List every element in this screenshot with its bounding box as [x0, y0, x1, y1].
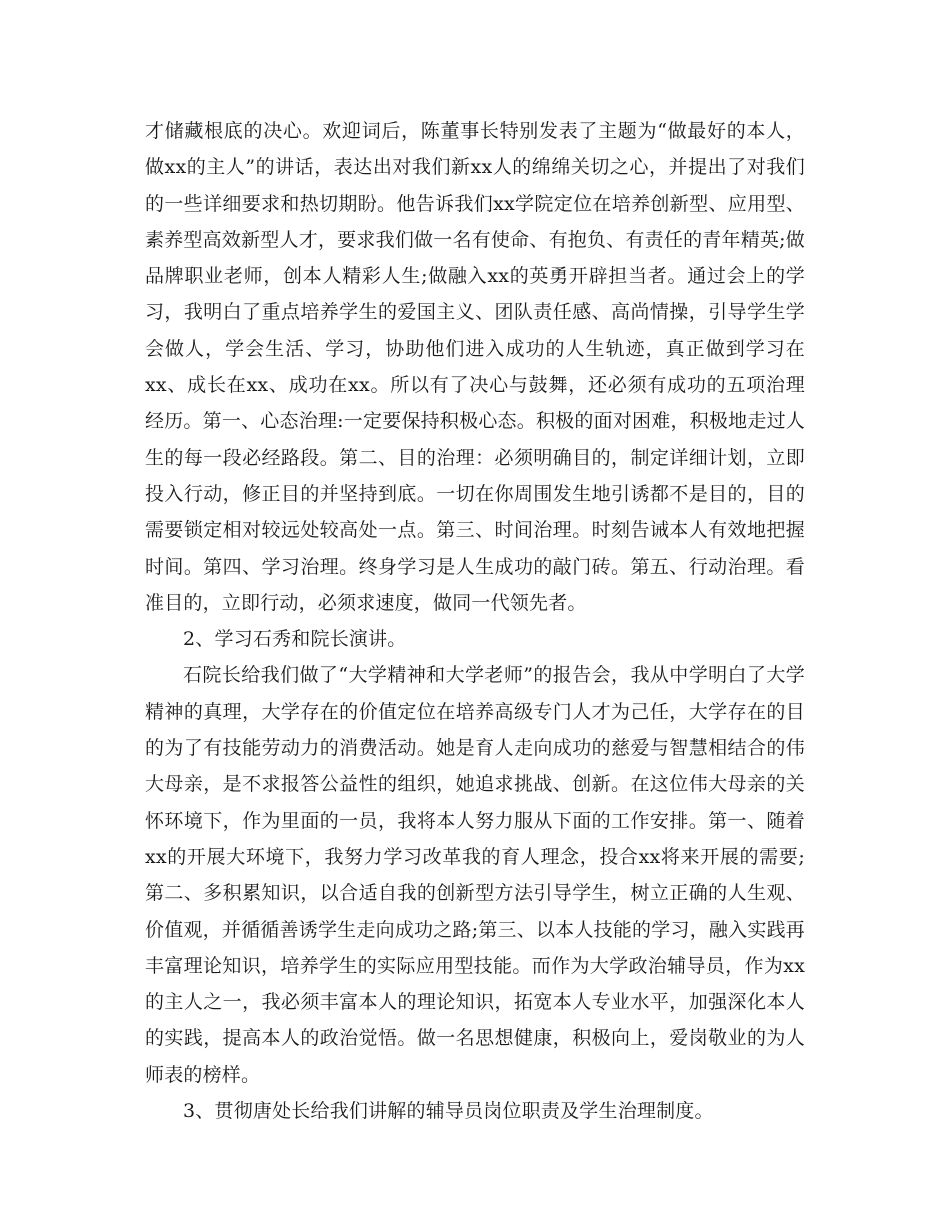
section-heading-3: 3、贯彻唐处长给我们讲解的辅导员岗位职责及学生治理制度。 [183, 1100, 714, 1123]
section-heading-2: 2、学习石秀和院长演讲。 [183, 628, 407, 651]
paragraph-body: 石院长给我们做了“大学精神和大学老师”的报告会，我从中学明白了大学精神的真理，大学存在的价值定位在培养高级专门人才为己任，大学存在的目的为了有技能劳动力的消费活动。她是育人走向成功的慈爱与智慧相结合的伟大母亲，是不求报答公益性的组织，她追求挑战、创新。在这位伟大母亲的关怀环境下，作为里面的一员，我将本人努力服从下面的工作安排。第一、随着xx的开展大环境下，我努力学习改革我的育人理念，投合xx将来开展的需要;第二、多积累知识，以合适自我的创新型方法引导学生，树立正确的人生观、价值观，并循循善诱学生走向成功之路;第三、以本人技能的学习，融入实践再丰富理论知识，培养学生的实际应用型技能。而作为大学政治辅导员，作为xx的主人之一，我必须丰富本人的理论知识，拓宽本人专业水平，加强深化本人的实践，提高本人的政治觉悟。做一名思想健康，积极向上，爱岗敬业的为人师表的榜样。 [145, 664, 805, 1086]
document-body [145, 113, 805, 1129]
paragraph-continuation: 才储藏根底的决心。欢迎词后，陈董事长特别发表了主题为“做最好的本人，做xx的主人”的讲话，表达出对我们新xx人的绵绵关切之心，并提出了对我们的一些详细要求和热切期盼。他告诉我们xx学院定位在培养创新型、应用型、素养型高效新型人才，要求我们做一名有使命、有抱负、有责任的青年精英;做品牌职业老师，创本人精彩人生;做融入xx的英勇开辟担当者。通过会上的学习，我明白了重点培养学生的爱国主义、团队责任感、高尚情操，引导学生学会做人，学会生活、学习，协助他们进入成功的人生轨迹，真正做到学习在xx、成长在xx、成功在xx。所以有了决心与鼓舞，还必须有成功的五项治理经历。第一、心态治理:一定要保持积极心态。积极的面对困难，积极地走过人生的每一段必经路段。第二、目的治理：必须明确目的，制定详细计划，立即投入行动，修正目的并坚持到底。一切在你周围发生地引诱都不是目的，目的需要锁定相对较远处较高处一点。第三、时间治理。时刻告诫本人有效地把握时间。第四、学习治理。终身学习是人生成功的敲门砖。第五、行动治理。看准目的，立即行动，必须求速度，做同一代领先者。 [145, 120, 805, 614]
